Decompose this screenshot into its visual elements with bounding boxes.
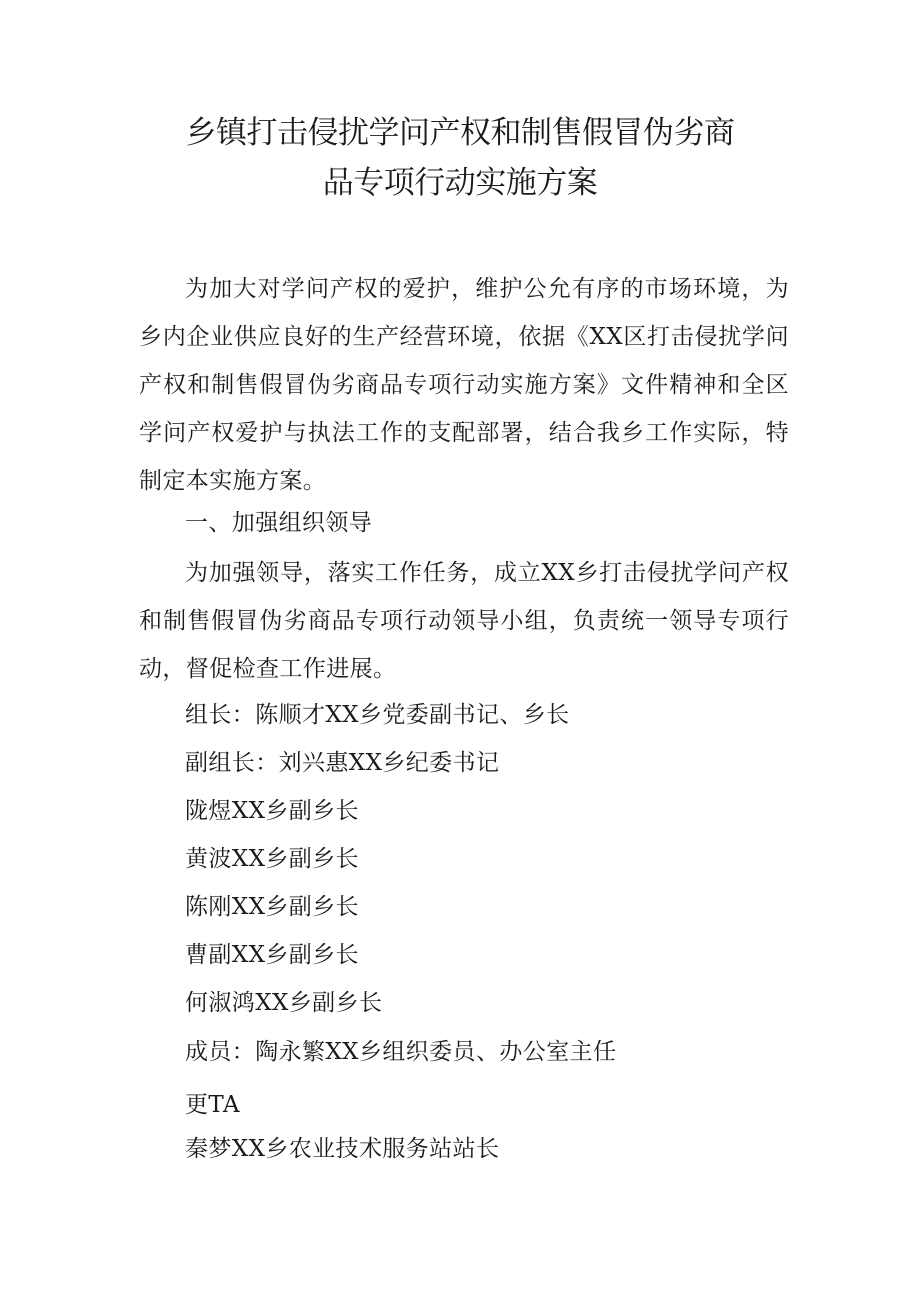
member-line: 黄波XX乡副乡长 <box>185 846 359 872</box>
document-title-line-1: 乡镇打击侵扰学问产权和制售假冒伪劣商 <box>185 115 735 151</box>
member-line: 何淑鸿XX乡副乡长 <box>185 990 383 1016</box>
member-line-deputy-leader: 副组长：刘兴惠XX乡纪委书记 <box>185 750 500 776</box>
section-1-heading: 一、加强组织领导 <box>185 510 373 536</box>
member-line: 陇煜XX乡副乡长 <box>185 798 359 824</box>
section-1-body <box>139 549 789 693</box>
member-line-members: 成员：陶永繁XX乡组织委员、办公室主任 <box>185 1039 617 1065</box>
member-line: 更TA <box>185 1092 240 1118</box>
member-line: 曹副XX乡副乡长 <box>185 942 359 968</box>
section-1-paragraph: 为加强领导，落实工作任务，成立XX乡打击侵扰学问产权和制售假冒伪劣商品专项行动领导小组，负责统一领导专项行动，督促检查工作进展。 <box>139 560 789 682</box>
intro-paragraph: 为加大对学问产权的爱护，维护公允有序的市场环境，为乡内企业供应良好的生产经营环境，依据《XX区打击侵扰学问产权和制售假冒伪劣商品专项行动实施方案》文件精神和全区学问产权爱护与执法工作的支配部署，结合我乡工作实际，特制定本实施方案。 <box>139 276 789 494</box>
member-line-leader: 组长：陈顺才XX乡党委副书记、乡长 <box>185 702 570 728</box>
document-title-line-2: 品专项行动实施方案 <box>322 165 598 201</box>
intro-section <box>139 265 789 505</box>
member-line: 秦梦XX乡农业技术服务站站长 <box>185 1136 500 1162</box>
member-line: 陈刚XX乡副乡长 <box>185 894 359 920</box>
